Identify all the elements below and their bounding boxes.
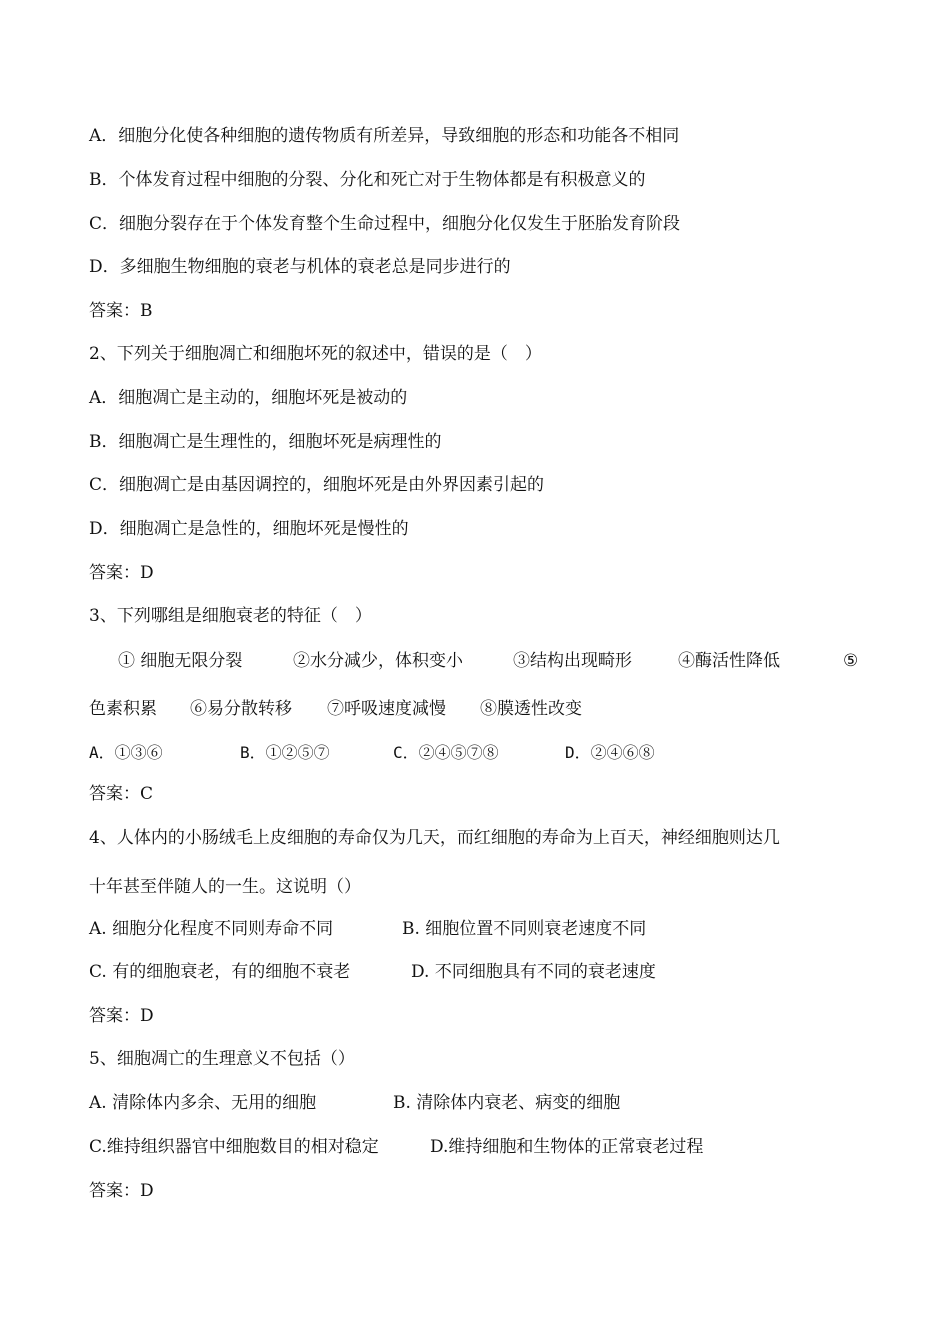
q1-option-b: B．个体发育过程中细胞的分裂、分化和死亡对于生物体都是有积极意义的 bbox=[89, 170, 646, 190]
q4-stem-line-2: 十年甚至伴随人的一生。这说明（） bbox=[89, 877, 361, 897]
q3-option-a: A．①③⑥ bbox=[89, 743, 163, 762]
q3-item-4: ④酶活性降低 bbox=[678, 651, 780, 671]
q3-answer: 答案：C bbox=[89, 784, 154, 804]
q3-item-2: ②水分减少，体积变小 bbox=[293, 651, 463, 671]
q1-option-d: D．多细胞生物细胞的衰老与机体的衰老总是同步进行的 bbox=[89, 257, 511, 277]
q2-option-a: A．细胞凋亡是主动的，细胞坏死是被动的 bbox=[89, 388, 408, 408]
q2-option-c: C．细胞凋亡是由基因调控的，细胞坏死是由外界因素引起的 bbox=[89, 475, 545, 495]
q3-option-d: D．②④⑥⑧ bbox=[565, 743, 655, 762]
q3-option-c: C．②④⑤⑦⑧ bbox=[393, 743, 499, 762]
q5-option-d: D.维持细胞和生物体的正常衰老过程 bbox=[430, 1137, 704, 1157]
q3-item-1: ① 细胞无限分裂 bbox=[118, 651, 243, 671]
q1-option-c: C．细胞分裂存在于个体发育整个生命过程中，细胞分化仅发生于胚胎发育阶段 bbox=[89, 214, 681, 234]
q1-answer: 答案：B bbox=[89, 301, 153, 321]
q4-option-b: B. 细胞位置不同则衰老速度不同 bbox=[402, 919, 647, 939]
q5-answer: 答案：D bbox=[89, 1181, 154, 1201]
q2-answer: 答案：D bbox=[89, 563, 154, 583]
q2-option-b: B．细胞凋亡是生理性的，细胞坏死是病理性的 bbox=[89, 432, 442, 452]
q4-option-c: C. 有的细胞衰老，有的细胞不衰老 bbox=[89, 962, 351, 982]
q2-stem: 2、下列关于细胞凋亡和细胞坏死的叙述中，错误的是（ ） bbox=[89, 344, 542, 364]
q4-answer: 答案：D bbox=[89, 1006, 154, 1026]
q3-item-7: ⑦呼吸速度减慢 bbox=[327, 699, 446, 719]
q3-stem: 3、下列哪组是细胞衰老的特征（ ） bbox=[89, 606, 372, 626]
q2-option-d: D．细胞凋亡是急性的，细胞坏死是慢性的 bbox=[89, 519, 409, 539]
q5-option-c: C.维持组织器官中细胞数目的相对稳定 bbox=[89, 1137, 379, 1157]
q5-option-a: A. 清除体内多余、无用的细胞 bbox=[89, 1093, 317, 1113]
q3-option-b: B．①②⑤⑦ bbox=[240, 743, 330, 762]
q4-stem-line-1: 4、人体内的小肠绒毛上皮细胞的寿命仅为几天，而红细胞的寿命为上百天，神经细胞则达几 bbox=[89, 828, 780, 848]
q3-item-5-marker: ⑤ bbox=[843, 651, 859, 671]
q3-item-6: ⑥易分散转移 bbox=[190, 699, 292, 719]
q1-option-a: A．细胞分化使各种细胞的遗传物质有所差异，导致细胞的形态和功能各不相同 bbox=[89, 126, 680, 146]
q3-item-3: ③结构出现畸形 bbox=[513, 651, 632, 671]
q5-option-b: B. 清除体内衰老、病变的细胞 bbox=[393, 1093, 621, 1113]
q5-stem: 5、细胞凋亡的生理意义不包括（） bbox=[89, 1049, 355, 1069]
q3-item-5-text: 色素积累 bbox=[89, 699, 157, 719]
q4-option-a: A. 细胞分化程度不同则寿命不同 bbox=[89, 919, 334, 939]
q4-option-d: D. 不同细胞具有不同的衰老速度 bbox=[411, 962, 656, 982]
q3-item-8: ⑧膜透性改变 bbox=[480, 699, 582, 719]
